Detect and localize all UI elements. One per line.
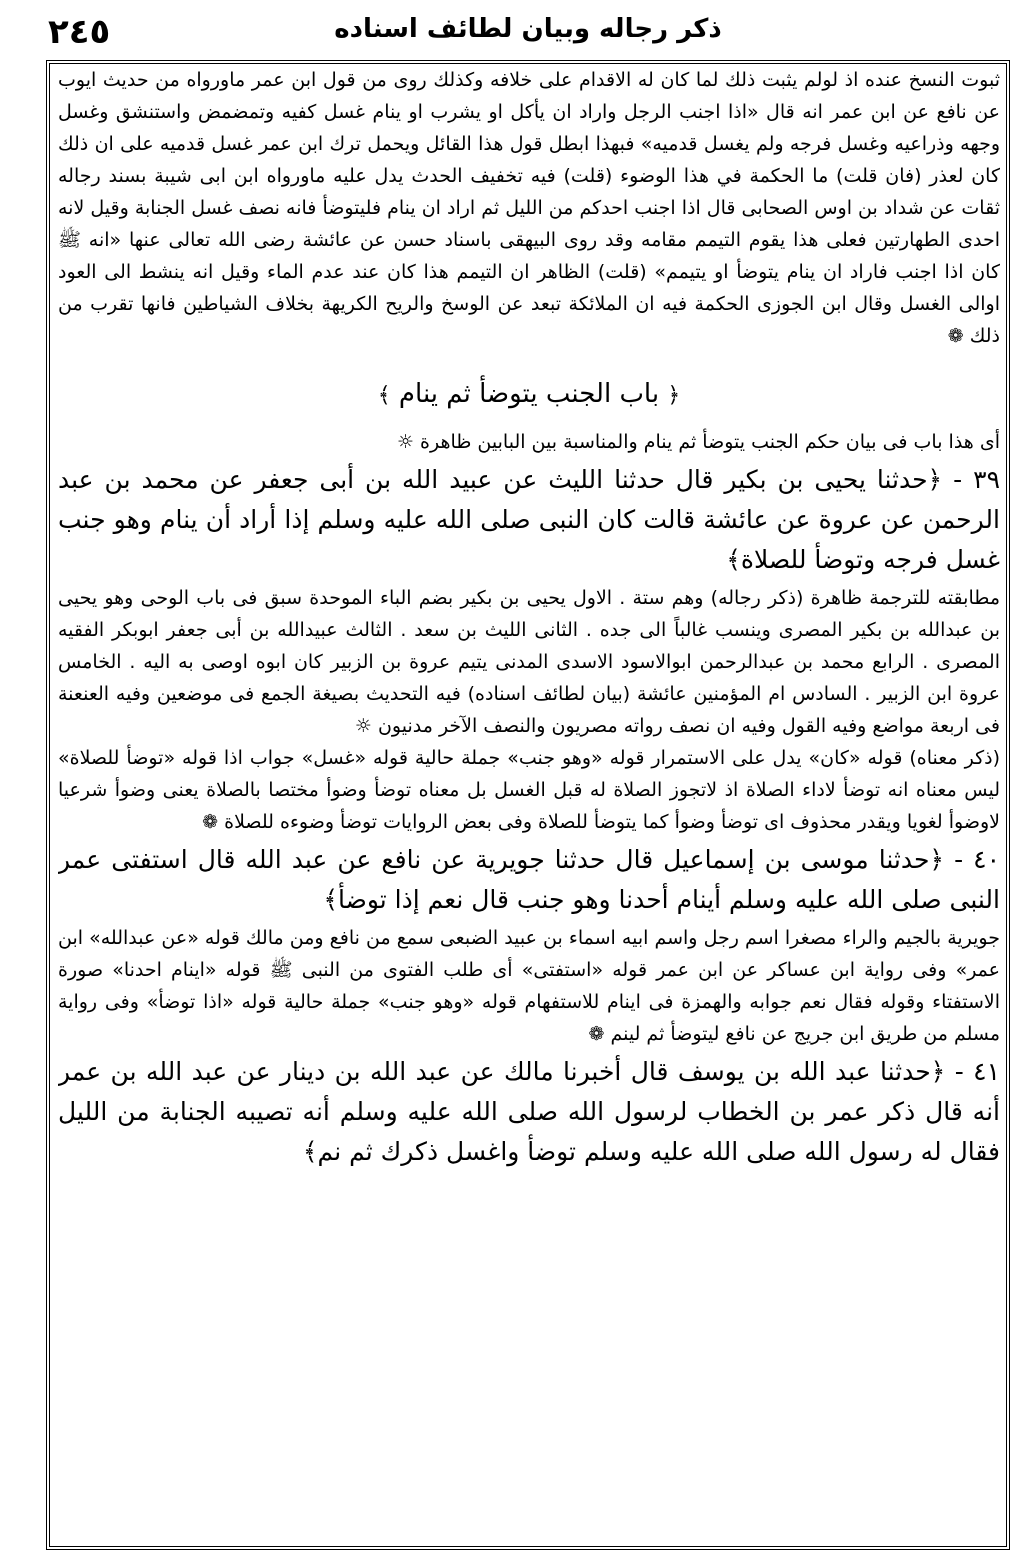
commentary-paragraph: (ذكر معناه) قوله «كان» يدل على الاستمرار قوله «وهو جنب» جملة حالية قوله «غسل» جواب اذا قوله «توضأ للصلاة» ليس معناه انه توضأ لاداء الصلاة اذ لاتجوز الصلاة له قبل الغسل بل معناه توضأ وضوأ مختصا بالصلاة يعنى وضوأ شرعيا لاوضوأ لغويا ويقدر محذوف اى توضأ وضوأ كما يتوضأ للصلاة وفى بعض الروايات توضأ وضوءه للصلاة ❁ [58, 747, 1000, 833]
chapter-title: باب الجنب يتوضأ ثم ينام [398, 379, 660, 409]
hadith-text: ٤١ - ﴿حدثنا عبد الله بن يوسف قال أخبرنا مالك عن عبد الله بن دينار عن عبد الله بن عمر أنه قال ذكر عمر بن الخطاب لرسول الله صلى الله عليه وسلم أنه تصيبه الجنابة من الليل فقال له رسول الله صلى الله عليه وسلم توضأ واغسل ذكرك ثم نم﴾ [58, 1057, 1000, 1166]
text-body [58, 64, 1000, 1542]
ornament-icon: ﴿ [667, 383, 681, 408]
commentary-paragraph: جويرية بالجيم والراء مصغرا اسم رجل واسم ابيه اسماء بن عبيد الضبعى سمع من نافع ومن مالك قوله «عن عبدالله» ابن عمر» وفى رواية ابن عساكر عن ابن عمر قوله «استفتى» أى طلب الفتوى من النبى ﷺ قوله «اينام احدنا» صورة الاستفتاء وقوله فقال نعم جوابه والهمزة فى اينام للاستفهام قوله «وهو جنب» جملة حالية قوله «اذا توضأ» وفى رواية مسلم من طريق ابن جريج عن نافع ليتوضأ ثم لينم ❁ [58, 927, 1000, 1045]
running-title: ذكر رجاله وبيان لطائف اسناده [334, 14, 722, 44]
hadith-text: ٤٠ - ﴿حدثنا موسى بن إسماعيل قال حدثنا جويرية عن نافع عن عبد الله قال استفتى عمر النبى صلى الله عليه وسلم أينام أحدنا وهو جنب قال نعم إذا توضأ﴾ [58, 845, 1000, 914]
commentary-paragraph: أى هذا باب فى بيان حكم الجنب يتوضأ ثم ينام والمناسبة بين البابين ظاهرة ☼ [396, 431, 1000, 453]
hadith-text: ٣٩ - ﴿حدثنا يحيى بن بكير قال حدثنا الليث عن عبيد الله بن أبى جعفر عن محمد بن عبد الرحمن عن عروة عن عائشة قالت كان النبى صلى الله عليه وسلم إذا أراد أن ينام وهو جنب غسل فرجه وتوضأ للصلاة﴾ [58, 465, 1000, 574]
page-number: ٢٤٥ [48, 12, 111, 52]
commentary-paragraph: ثبوت النسخ عنده اذ لولم يثبت ذلك لما كان له الاقدام على خلافه وكذلك روى من قول ابن عمر ماورواه من حديث ايوب عن نافع عن ابن عمر انه قال «اذا اجنب الرجل واراد ان يأكل او يشرب او ينام غسل كفيه وتمضمض واستنشق وغسل وجهه وذراعيه وغسل فرجه ولم يغسل قدميه» فبهذا ابطل قول هذا القائل ويحمل ترك ابن عمر غسل قدميه على ان ذلك كان لعذر (فان قلت) ما الحكمة في هذا الوضوء (قلت) فيه تخفيف الحدث يدل عليه ماورواه ابن ابى شيبة بسند رجاله ثقات عن شداد بن اوس الصحابى قال اذا اجنب احدكم من الليل ثم اراد ان ينام فليتوضأ فانه نصف غسل الجنابة وقيل لانه احدى الطهارتين فعلى هذا يقوم التيمم مقامه وقد روى البيهقى باسناد حسن عن عائشة رضى الله تعالى عنها «انه ﷺ كان اذا اجنب فاراد ان ينام يتوضأ او يتيمم» (قلت) الظاهر ان التيمم هذا كان عند عدم الماء وقيل انه ينشط الى العود اوالى الغسل وقال ابن الجوزى الحكمة فيه ان الملائكة تبعد عن الوسخ والريح الكريهة بخلاف الشياطين فانها تقرب من ذلك ❁ [58, 69, 1000, 347]
chapter-heading [58, 374, 1000, 416]
page-header [48, 8, 1008, 56]
commentary-paragraph: مطابقته للترجمة ظاهرة (ذكر رجاله) وهم ستة . الاول يحيى بن بكير بضم الباء الموحدة سبق فى باب الوحى وهو يحيى بن عبدالله بن بكير المصرى وينسب غالباً الى جده . الثانى الليث بن سعد . الثالث عبيدالله بن أبى جعفر ابوبكر الفقيه المصرى . الرابع محمد بن عبدالرحمن ابوالاسود الاسدى المدنى يتيم عروة بن الزبير كان ابوه اوصى به اليه . الخامس عروة ابن الزبير . السادس ام المؤمنين عائشة (بيان لطائف اسناده) فيه التحديث بصيغة الجمع فى موضعين وفيه العنعنة فى اربعة مواضع وفيه القول وفيه ان نصف رواته مصريون والنصف الآخر مدنيون ☼ [58, 587, 1000, 737]
ornament-icon: ﴾ [377, 383, 391, 408]
